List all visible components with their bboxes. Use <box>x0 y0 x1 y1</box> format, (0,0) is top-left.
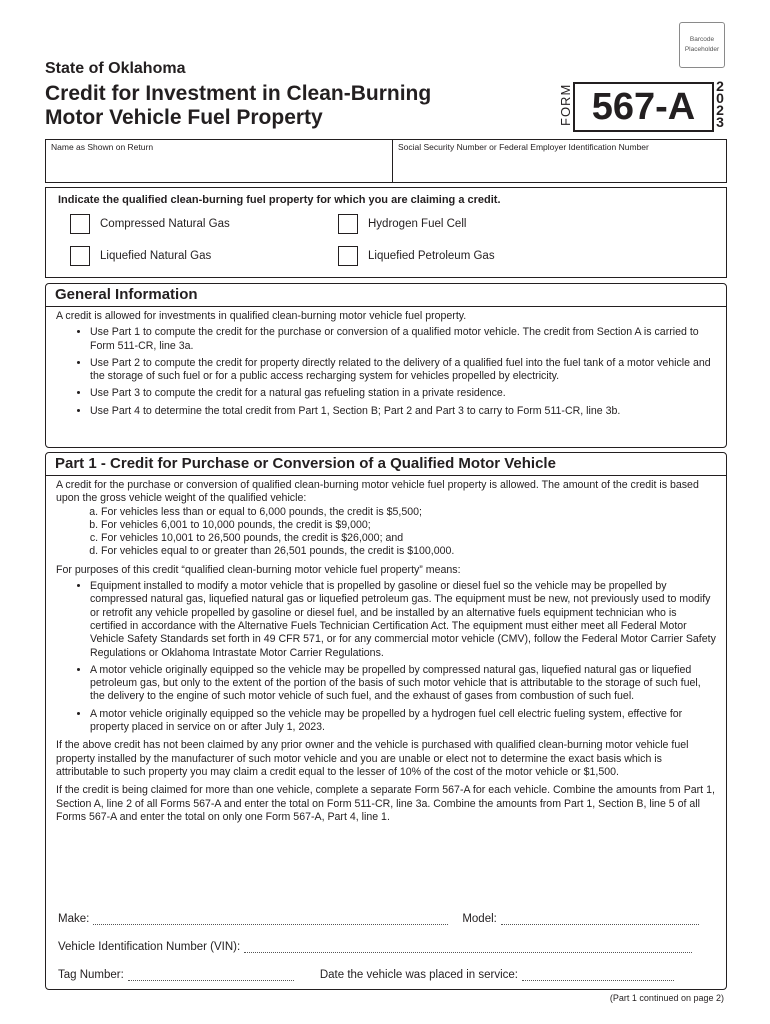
part1-section <box>45 452 727 990</box>
checkbox-cng[interactable] <box>70 214 90 234</box>
list-item: • Use Part 2 to compute the credit for property directly related to the delivery of a qualified fuel into the fuel tank of a motor vehicle and the storage of such fuel or for a public access recharging system for vehicles propelled by electricity. <box>90 357 716 384</box>
section-heading: Part 1 - Credit for Purchase or Conversion of a Qualified Motor Vehicle <box>46 453 726 476</box>
title-line-2: Motor Vehicle Fuel Property <box>45 106 323 129</box>
section-body <box>46 307 726 425</box>
option-label: Liquefied Natural Gas <box>100 250 212 262</box>
option-hydrogen[interactable] <box>338 214 466 234</box>
option-label: Liquefied Petroleum Gas <box>368 250 495 262</box>
option-label: Compressed Natural Gas <box>100 218 230 230</box>
date-field[interactable] <box>522 969 674 981</box>
vin-label: Vehicle Identification Number (VIN): <box>58 941 241 953</box>
name-label: Name as Shown on Return <box>51 142 154 152</box>
option-cng[interactable] <box>70 214 230 234</box>
year-digit: 0 <box>716 90 724 106</box>
make-model-row <box>58 913 699 925</box>
list-item: • Use Part 4 to determine the total credit from Part 1, Section B; Part 2 and Part 3 to carry to Form 511-CR, line 3b. <box>90 405 716 418</box>
checkbox-hydrogen[interactable] <box>338 214 358 234</box>
barcode-text-1: Barcode <box>689 36 715 43</box>
option-lpg[interactable] <box>338 246 495 266</box>
checkbox-lng[interactable] <box>70 246 90 266</box>
general-information-section <box>45 283 727 448</box>
date-label: Date the vehicle was placed in service: <box>319 969 518 981</box>
option-lng[interactable] <box>70 246 211 266</box>
list-item: • Use Part 1 to compute the credit for the purchase or conversion of a qualified motor vehicle. The credit from Section A is carried to Form 511-CR, line 3a. <box>90 326 716 353</box>
list-item: b. For vehicles 6,001 to 10,000 pounds, the credit is $9,000; <box>101 519 716 532</box>
ssn-field[interactable] <box>393 140 654 182</box>
tag-date-row <box>58 969 674 981</box>
year-digit: 3 <box>716 114 724 130</box>
form-number: 567-A <box>573 82 714 132</box>
model-field[interactable] <box>501 913 699 925</box>
weight-list <box>56 506 716 559</box>
vin-field[interactable] <box>244 941 692 953</box>
part1-intro: A credit for the purchase or conversion of qualified clean-burning motor vehicle fuel property is allowed. The amount of the credit is based upon the gross vehicle weight of the qualified vehicle: <box>56 479 699 505</box>
make-field[interactable] <box>93 913 448 925</box>
fuel-type-box <box>45 187 727 278</box>
list-item: • Equipment installed to modify a motor vehicle that is propelled by gasoline or diesel fuel so the vehicle may be propelled by compressed natural gas, liquefied natural gas or liquefied petroleum gas. The equipment must be new, not previously used to modify or retrofit any vehicle propelled by gasoline or diesel fuel, and be installed by an alternative fuels equipment technician who is certified in accordance with the Alternative Fuels Technician Certification Act. The equipment must either meet all Federal Motor Vehicle Safety Standards set forth in 49 CFR 571, or for any commercial motor vehicle (CMV), follow the Federal Motor Carrier Safety Regulations or Oklahoma Intrastate Motor Carrier Regulations. <box>90 580 716 660</box>
year-digit: 2 <box>716 78 724 94</box>
means-bullets <box>56 580 716 734</box>
barcode-text-2: Placeholder <box>684 46 720 53</box>
barcode-placeholder <box>679 22 725 68</box>
ssn-label: Social Security Number or Federal Employer Identification Number <box>398 142 649 152</box>
list-item: • A motor vehicle originally equipped so the vehicle may be propelled by a hydrogen fuel cell electric fueling system, effective for property placed in service on or after July 1, 2023. <box>90 708 716 735</box>
option-label: Hydrogen Fuel Cell <box>368 218 467 230</box>
list-item: • Use Part 3 to compute the credit for a natural gas refueling station in a private residence. <box>90 387 716 400</box>
form-word: FORM <box>558 83 573 126</box>
state-name: State of Oklahoma <box>45 60 186 77</box>
form-year <box>712 80 728 128</box>
section-heading: General Information <box>46 284 726 307</box>
part1-paragraph-2: If the credit is being claimed for more than one vehicle, complete a separate Form 567-A for each vehicle. Combine the amounts from Part 1, Section A, line 2 of all Forms 567-A and enter the total on Form 511-CR, line 3a. Combine the amounts from Part 1, Section B, line 5 of all Forms 567-A and enter the total on only one Form 567-A, Part 4, line 1. <box>56 784 715 823</box>
year-digit: 2 <box>716 102 724 118</box>
make-label: Make: <box>58 913 90 925</box>
vin-row <box>58 941 692 953</box>
list-item: a. For vehicles less than or equal to 6,000 pounds, the credit is $5,500; <box>101 506 716 519</box>
fuel-question: Indicate the qualified clean-burning fuel property for which you are claiming a credit. <box>58 194 501 206</box>
page-continued-note: (Part 1 continued on page 2) <box>609 993 724 1003</box>
list-item: • A motor vehicle originally equipped so the vehicle may be propelled by compressed natural gas, liquefied natural gas or liquefied petroleum gas, but only to the extent of the portion of the basis of such motor vehicle that is attributable to the storage of such fuel, the delivery to the engine of such motor vehicle of such fuel, and the exhaust of gases from combustion of such fuel. <box>90 664 716 704</box>
general-intro: A credit is allowed for investments in qualified clean-burning motor vehicle fuel property. <box>56 310 467 322</box>
section-body <box>46 476 726 830</box>
name-field[interactable] <box>46 140 393 182</box>
title-line-1: Credit for Investment in Clean-Burning <box>45 82 432 105</box>
tag-field[interactable] <box>128 969 294 981</box>
means-intro: For purposes of this credit “qualified clean-burning motor vehicle fuel property” means: <box>56 563 461 576</box>
form-title <box>45 82 545 130</box>
tag-label: Tag Number: <box>58 969 124 981</box>
model-label: Model: <box>462 913 497 925</box>
part1-paragraph-1: If the above credit has not been claimed by any prior owner and the vehicle is purchased with qualified clean-burning motor vehicle fuel property installed by the manufacturer of such motor vehicle and you are unable or elect not to determine the exact basis which is attributable to such property you may claim a credit equal to the lesser of 10% of the cost of the motor vehicle or $1,500. <box>56 739 689 778</box>
taxpayer-id-row <box>45 139 727 183</box>
general-bullets <box>56 326 716 418</box>
list-item: d. For vehicles equal to or greater than 26,501 pounds, the credit is $100,000. <box>101 545 716 558</box>
checkbox-lpg[interactable] <box>338 246 358 266</box>
list-item: c. For vehicles 10,001 to 26,500 pounds, the credit is $26,000; and <box>101 532 716 545</box>
